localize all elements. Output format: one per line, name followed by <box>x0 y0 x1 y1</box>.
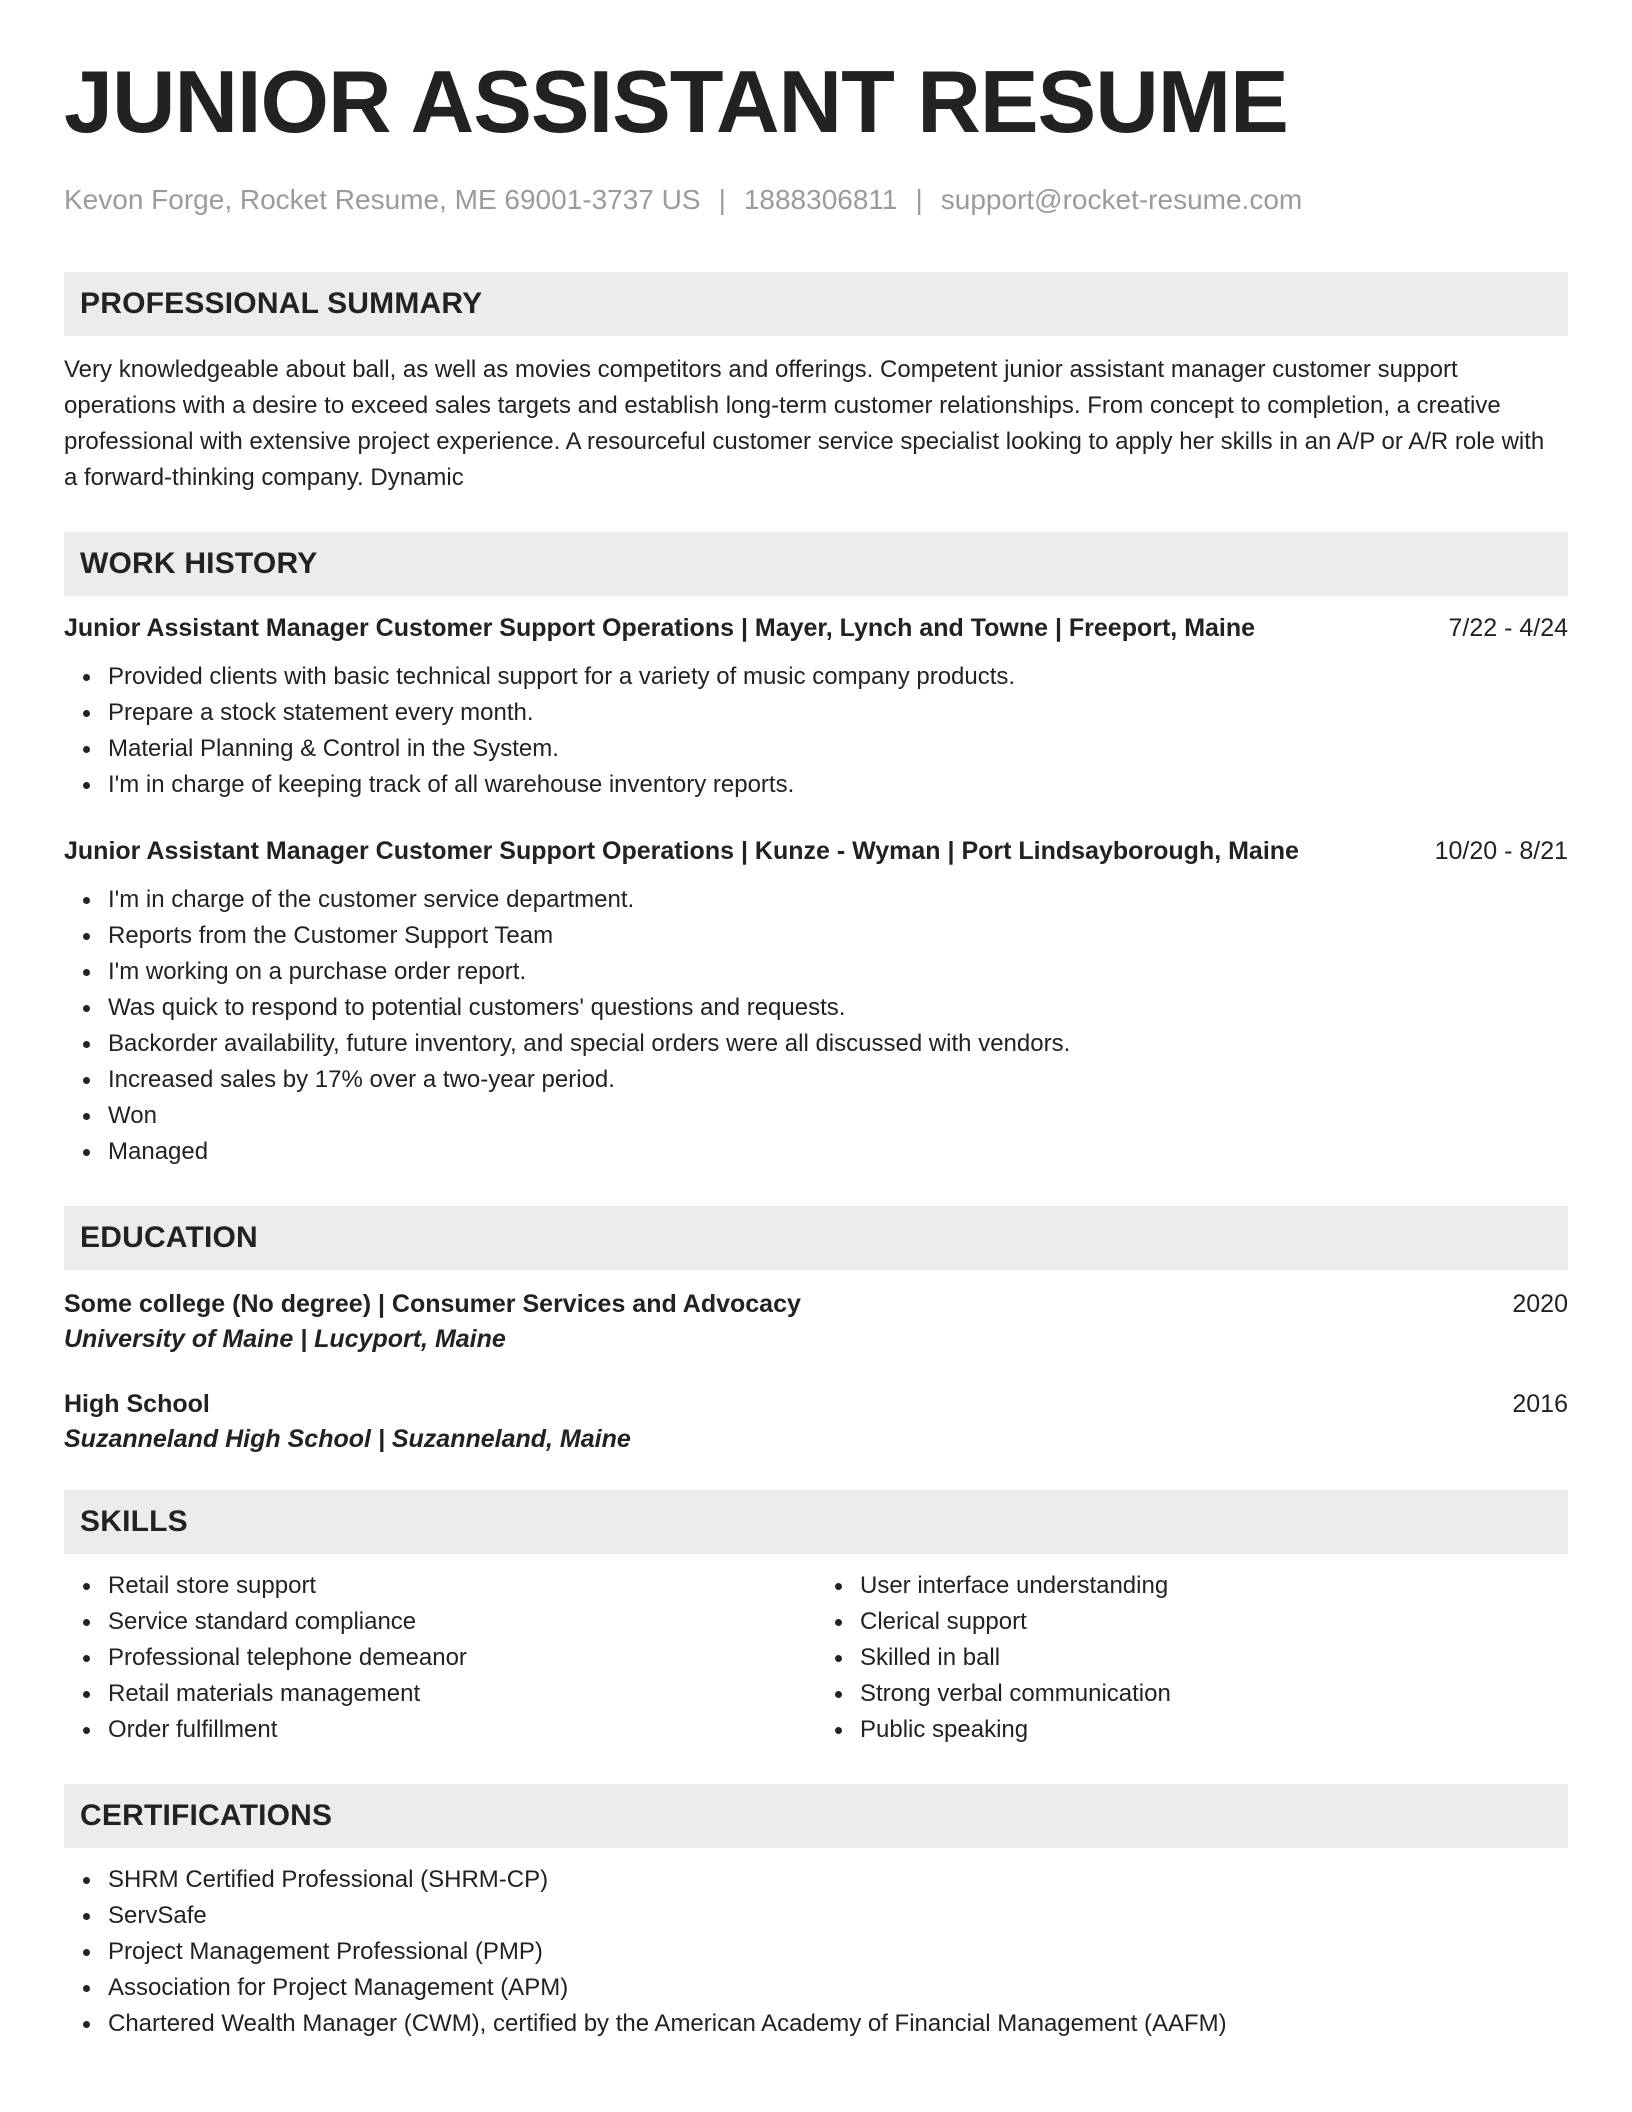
job-bullet: I'm in charge of the customer service department. <box>108 882 1568 918</box>
contact-address: Kevon Forge, Rocket Resume, ME 69001-3737 US <box>64 184 701 215</box>
education-degree: Some college (No degree) | Consumer Services and Advocacy <box>64 1290 801 1318</box>
contact-line <box>64 184 1568 216</box>
section-heading-skills: SKILLS <box>64 1490 1568 1554</box>
skill-item: Retail store support <box>108 1568 816 1604</box>
education-entry <box>64 1390 1568 1454</box>
section-heading-work-history: WORK HISTORY <box>64 532 1568 596</box>
skill-item: Strong verbal communication <box>860 1676 1568 1712</box>
skill-item: Retail materials management <box>108 1676 816 1712</box>
contact-phone: 1888306811 <box>743 184 898 215</box>
skills-list-right <box>816 1568 1568 1748</box>
certification-item: SHRM Certified Professional (SHRM-CP) <box>108 1862 1568 1898</box>
job-dates: 7/22 - 4/24 <box>1448 614 1568 642</box>
skills-list-left <box>64 1568 816 1748</box>
job-bullets <box>64 659 1568 803</box>
skill-item: User interface understanding <box>860 1568 1568 1604</box>
skill-item: Professional telephone demeanor <box>108 1640 816 1676</box>
certification-item: Chartered Wealth Manager (CWM), certified by the American Academy of Financial Management (AAFM) <box>108 2006 1568 2042</box>
job-entry <box>64 837 1568 1170</box>
contact-separator: | <box>915 184 923 215</box>
contact-separator: | <box>718 184 726 215</box>
skills-grid <box>64 1568 1568 1748</box>
skill-item: Clerical support <box>860 1604 1568 1640</box>
education-school: University of Maine | Lucyport, Maine <box>64 1325 506 1353</box>
job-bullets <box>64 882 1568 1170</box>
job-bullet: Managed <box>108 1134 1568 1170</box>
job-title: Junior Assistant Manager Customer Support Operations | Kunze - Wyman | Port Lindsayborough, Maine <box>64 837 1299 865</box>
summary-text: Very knowledgeable about ball, as well as movies competitors and offerings. Competent junior assistant manager customer support operations with a desire to exceed sales targets and establish long-term customer relationships. From concept to completion, a creative professional with extensive project experience. A resourceful customer service specialist looking to apply her skills in an A/P or A/R role with a forward-thinking company. Dynamic <box>64 356 1545 491</box>
job-bullet: I'm working on a purchase order report. <box>108 954 1568 990</box>
section-heading-education: EDUCATION <box>64 1206 1568 1270</box>
skill-item: Skilled in ball <box>860 1640 1568 1676</box>
job-bullet: Was quick to respond to potential customers' questions and requests. <box>108 990 1568 1026</box>
job-dates: 10/20 - 8/21 <box>1434 837 1568 865</box>
job-bullet: Prepare a stock statement every month. <box>108 695 1568 731</box>
job-entry <box>64 614 1568 803</box>
skill-item: Service standard compliance <box>108 1604 816 1640</box>
education-school: Suzanneland High School | Suzanneland, Maine <box>64 1425 631 1453</box>
skill-item: Order fulfillment <box>108 1712 816 1748</box>
job-bullet: Reports from the Customer Support Team <box>108 918 1568 954</box>
education-year: 2020 <box>1512 1290 1568 1318</box>
contact-email: support@rocket-resume.com <box>940 184 1303 215</box>
job-bullet: Increased sales by 17% over a two-year period. <box>108 1062 1568 1098</box>
job-bullet: Won <box>108 1098 1568 1134</box>
education-entry <box>64 1290 1568 1354</box>
certifications-list <box>64 1862 1568 2042</box>
certification-item: Association for Project Management (APM) <box>108 1970 1568 2006</box>
section-heading-summary: PROFESSIONAL SUMMARY <box>64 272 1568 336</box>
certification-item: Project Management Professional (PMP) <box>108 1934 1568 1970</box>
job-bullet: Material Planning & Control in the System. <box>108 731 1568 767</box>
skill-item: Public speaking <box>860 1712 1568 1748</box>
resume-title: JUNIOR ASSISTANT RESUME <box>64 52 1288 151</box>
job-title: Junior Assistant Manager Customer Support Operations | Mayer, Lynch and Towne | Freeport, Maine <box>64 614 1256 642</box>
education-year: 2016 <box>1512 1390 1568 1418</box>
section-heading-certifications: CERTIFICATIONS <box>64 1784 1568 1848</box>
job-bullet: Backorder availability, future inventory, and special orders were all discussed with vendors. <box>108 1026 1568 1062</box>
job-bullet: Provided clients with basic technical support for a variety of music company products. <box>108 659 1568 695</box>
certification-item: ServSafe <box>108 1898 1568 1934</box>
education-degree: High School <box>64 1390 210 1418</box>
job-bullet: I'm in charge of keeping track of all warehouse inventory reports. <box>108 767 1568 803</box>
